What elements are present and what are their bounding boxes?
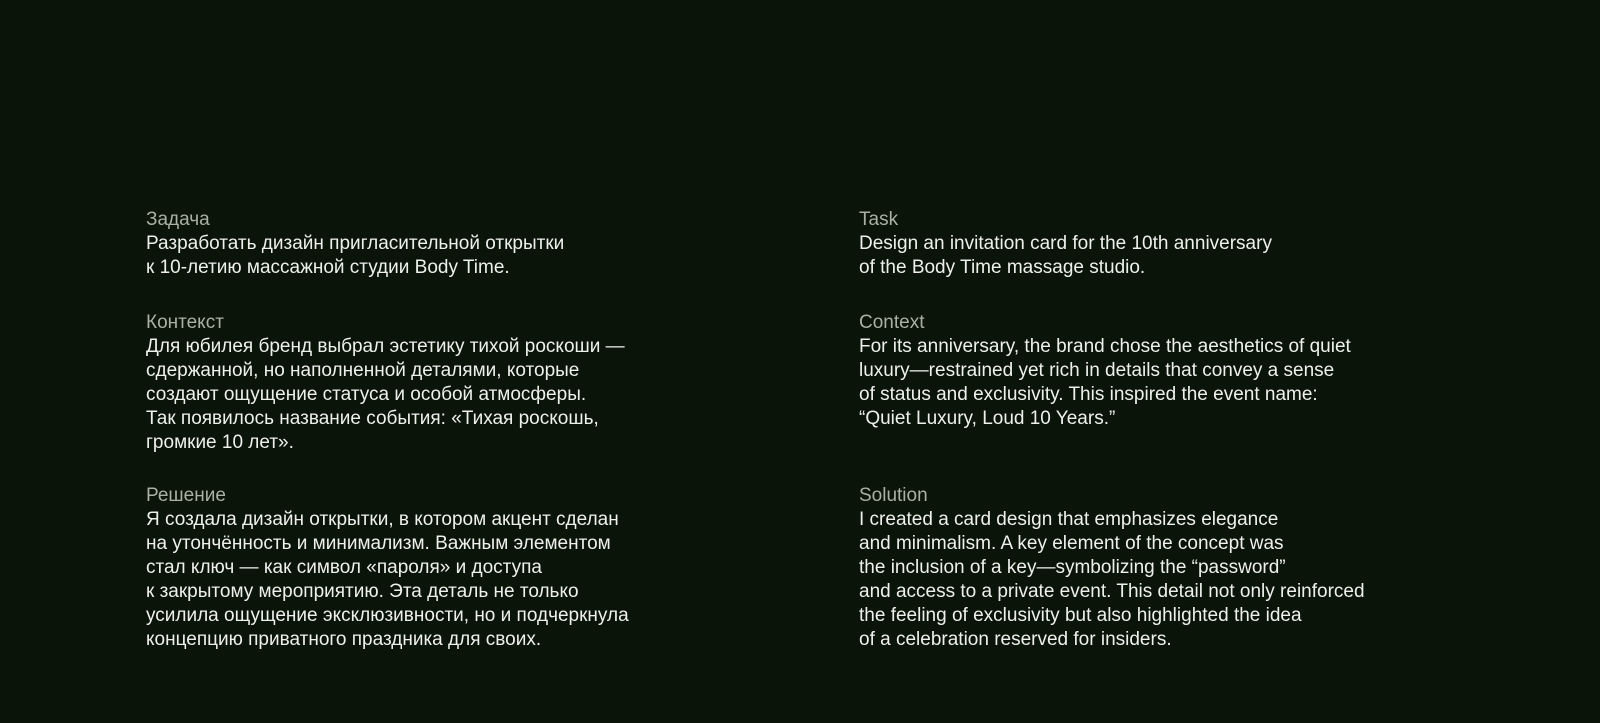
ru-solution-line: к закрытому мероприятию. Эта деталь не только [146,581,579,602]
en-context-line: For its anniversary, the brand chose the aesthetics of quiet [859,336,1351,357]
en-task-heading: Task [859,209,899,230]
ru-solution-body [146,508,746,652]
ru-task-line: к 10-летию массажной студии Body Time. [146,257,510,278]
ru-solution-line: на утончённость и минимализм. Важным элементом [146,533,611,554]
ru-solution-line: концепцию приватного праздника для своих. [146,629,542,650]
ru-context-line: Для юбилея бренд выбрал эстетику тихой роскоши — [146,336,625,357]
ru-task-line: Разработать дизайн пригласительной открытки [146,233,565,254]
ru-task-body [146,232,746,280]
en-solution-line: the feeling of exclusivity but also highlighted the idea [859,605,1302,626]
en-task-body [859,232,1419,280]
en-context-body [859,335,1419,431]
ru-solution-line: стал ключ — как символ «пароля» и доступа [146,557,542,578]
en-context-heading: Context [859,312,925,333]
en-context-section [859,311,1419,431]
en-task-section [859,208,1419,280]
ru-task-section [146,208,746,280]
en-solution-line: and minimalism. A key element of the concept was [859,533,1284,554]
en-solution-line: of a celebration reserved for insiders. [859,629,1172,650]
ru-context-line: сдержанной, но наполненной деталями, которые [146,360,580,381]
ru-solution-section [146,484,746,652]
ru-context-line: создают ощущение статуса и особой атмосферы. [146,384,587,405]
en-solution-heading: Solution [859,485,928,506]
ru-context-section [146,311,746,455]
ru-context-line: Так появилось название события: «Тихая роскошь, [146,408,599,429]
en-context-line: luxury—restrained yet rich in details that convey a sense [859,360,1335,381]
ru-task-heading: Задача [146,209,210,230]
en-solution-line: the inclusion of a key—symbolizing the “password” [859,557,1286,578]
en-solution-line: I created a card design that emphasizes elegance [859,509,1279,530]
en-solution-line: and access to a private event. This detail not only reinforced [859,581,1365,602]
en-task-line: Design an invitation card for the 10th anniversary [859,233,1272,254]
en-solution-body [859,508,1419,652]
ru-solution-heading: Решение [146,485,226,506]
ru-solution-line: усилила ощущение эксклюзивности, но и подчеркнула [146,605,629,626]
ru-solution-line: Я создала дизайн открытки, в котором акцент сделан [146,509,619,530]
en-solution-section [859,484,1419,652]
en-context-line: “Quiet Luxury, Loud 10 Years.” [859,408,1116,429]
en-context-line: of status and exclusivity. This inspired the event name: [859,384,1318,405]
ru-context-body [146,335,746,455]
en-task-line: of the Body Time massage studio. [859,257,1146,278]
ru-context-heading: Контекст [146,312,224,333]
ru-context-line: громкие 10 лет». [146,432,294,453]
